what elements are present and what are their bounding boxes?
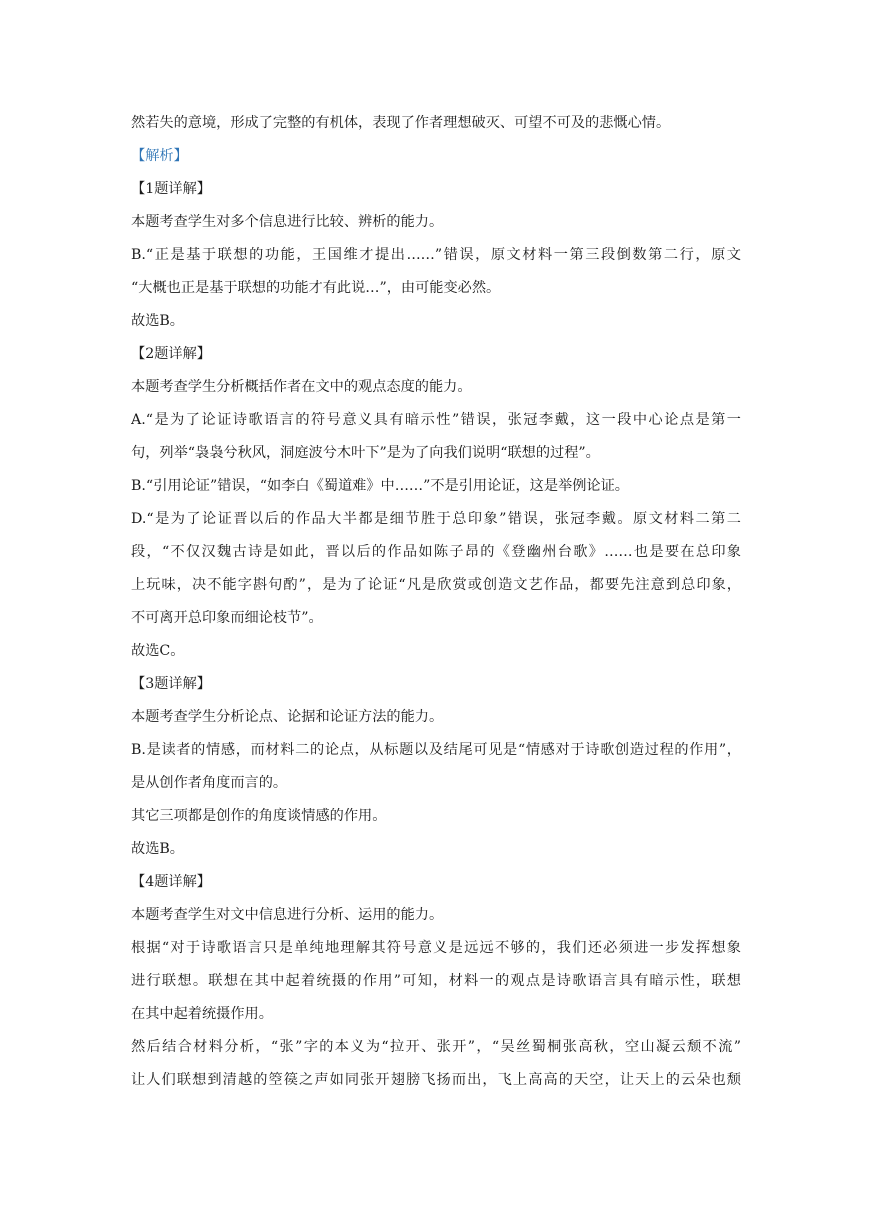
text-line: D.“是为了论证晋以后的作品大半都是细节胜于总印象”错误，张冠李戴。原文材料二第二: [131, 511, 741, 527]
text-line: 本题考查学生分析论点、论据和论证方法的能力。: [131, 709, 444, 725]
section-heading: 【4题详解】: [131, 874, 211, 890]
text-line: B.“正是基于联想的功能，王国维才提出……”错误，原文材料一第三段倒数第二行，原文: [131, 247, 741, 263]
text-line: 段，“不仅汉魏古诗是如此，晋以后的作品如陈子昂的《登幽州台歌》……也是要在总印象: [131, 544, 741, 560]
text-line: 本题考查学生对多个信息进行比较、辨析的能力。: [131, 214, 444, 230]
section-heading: 【2题详解】: [131, 346, 211, 362]
text-line: 上玩味，决不能字斟句酌”，是为了论证“凡是欣赏或创造文艺作品，都要先注意到总印象，: [131, 577, 741, 593]
answer-line: 故选B。: [131, 841, 184, 857]
section-heading: 【3题详解】: [131, 676, 211, 692]
text-line: 本题考查学生对文中信息进行分析、运用的能力。: [131, 907, 444, 923]
text-line: B.“引用论证”错误，“如李白《蜀道难》中……”不是引用论证，这是举例论证。: [131, 478, 629, 494]
text-line: 然后结合材料分析，“张”字的本义为“拉开、张开”，“吴丝蜀桐张高秋，空山凝云颓不流”: [131, 1039, 741, 1055]
text-line: B.是读者的情感，而材料二的论点，从标题以及结尾可见是“情感对于诗歌创造过程的作用”，: [131, 742, 741, 758]
text-line: 其它三项都是创作的角度谈情感的作用。: [131, 808, 387, 824]
answer-line: 故选B。: [131, 313, 184, 329]
text-line: 句，列举“袅袅兮秋风，洞庭波兮木叶下”是为了向我们说明“联想的过程”。: [131, 445, 600, 461]
text-line: 然若失的意境，形成了完整的有机体，表现了作者理想破灭、可望不可及的悲慨心情。: [131, 115, 671, 131]
text-line: 是从创作者角度而言的。: [131, 775, 288, 791]
text-line: 在其中起着统摄作用。: [131, 1006, 273, 1022]
answer-line: 故选C。: [131, 643, 185, 659]
text-line: 让人们联想到清越的箜篌之声如同张开翅膀飞扬而出，飞上高高的天空，让天上的云朵也颓: [131, 1072, 741, 1088]
section-heading: 【1题详解】: [131, 181, 211, 197]
text-line: 不可离开总印象而细论枝节”。: [131, 610, 323, 626]
text-line: 根据“对于诗歌语言只是单纯地理解其符号意义是远远不够的，我们还必须进一步发挥想象: [131, 940, 741, 956]
analysis-heading: 【解析】: [131, 148, 188, 164]
text-line: A.“是为了论证诗歌语言的符号意义具有暗示性”错误，张冠李戴，这一段中心论点是第一: [131, 412, 741, 428]
text-line: 进行联想。联想在其中起着统摄的作用”可知，材料一的观点是诗歌语言具有暗示性，联想: [131, 973, 741, 989]
text-line: “大概也正是基于联想的功能才有此说…”，由可能变必然。: [131, 280, 501, 296]
text-line: 本题考查学生分析概括作者在文中的观点态度的能力。: [131, 379, 472, 395]
